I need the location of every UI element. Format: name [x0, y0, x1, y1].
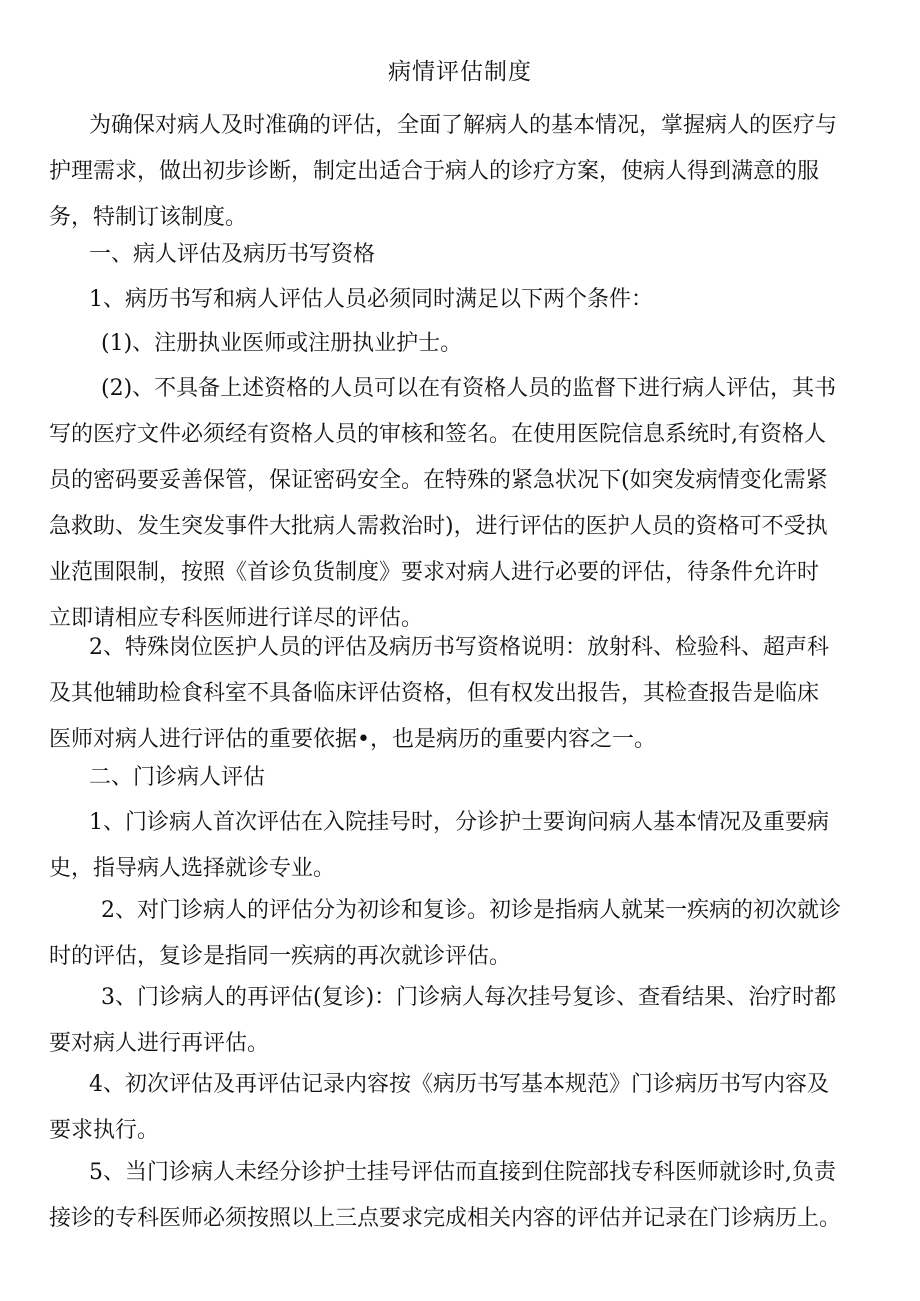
text-line: 4、初次评估及再评估记录内容按《病历书写基本规范》门诊病历书写内容及 [89, 1072, 829, 1097]
paragraph-2-2 [49, 888, 879, 980]
paragraph-2-1 [49, 800, 879, 892]
text-line: 要求执行。 [49, 1118, 160, 1143]
section-heading-2 [49, 755, 879, 801]
paragraph-2-3 [49, 975, 879, 1067]
text-line: 史，指导病人选择就诊专业。 [49, 856, 336, 881]
text-line: 医师对病人进行评估的重要依据•，也是病历的重要内容之一。 [49, 727, 656, 752]
text-line: 写的医疗文件必须经有资格人员的审核和签名。在使用医院信息系统时,有资格人 [49, 422, 826, 447]
text-line: 一、病人评估及病历书写资格 [89, 242, 376, 267]
text-line: (1)、注册执业医师或注册执业护士。 [101, 331, 463, 356]
text-line: 急救助、发生突发事件大批病人需救治时)，进行评估的医护人员的资格可不受执 [49, 514, 828, 539]
text-line: 业范围限制，按照《首诊负货制度》要求对病人进行必要的评估，待条件允许时 [49, 560, 820, 585]
text-line: 接诊的专科医师必须按照以上三点要求完成相关内容的评估并记录在门诊病历上。 [49, 1206, 842, 1231]
text-line: 护理需求，做出初步诊断，制定出适合于病人的诊疗方案，使病人得到满意的服 [49, 159, 820, 184]
text-line: 立即请相应专科医师进行详尽的评估。 [49, 606, 424, 631]
paragraph-2-4 [49, 1062, 879, 1154]
text-line: 2、对门诊病人的评估分为初诊和复诊。初诊是指病人就某一疾病的初次就诊 [101, 898, 841, 923]
text-line: 1、病历书写和病人评估人员必须同时满足以下两个条件： [89, 287, 653, 312]
document-title: 病情评估制度 [388, 59, 532, 85]
section-heading-1 [49, 232, 879, 278]
text-line: 员的密码要妥善保管，保证密码安全。在特殊的紧急状况下(如突发病情变化需紧 [49, 468, 828, 493]
paragraph-1-2 [49, 625, 879, 763]
paragraph-item-1 [49, 321, 879, 367]
text-line: 为确保对病人及时准确的评估，全面了解病人的基本情况，掌握病人的医疗与 [89, 113, 838, 138]
text-line: 要对病人进行再评估。 [49, 1031, 270, 1056]
text-line: 及其他辅助检食科室不具备临床评估资格，但有权发出报告，其检查报告是临床 [49, 681, 820, 706]
paragraph-item-2 [49, 366, 879, 642]
text-line: 二、门诊病人评估 [89, 765, 266, 790]
text-line: 务，特制订该制度。 [49, 205, 248, 230]
paragraph-1-1 [49, 277, 879, 323]
text-line: 2、特殊岗位医护人员的评估及病历书写资格说明：放射科、检验科、超声科 [89, 635, 829, 660]
text-line: 5、当门诊病人未经分诊护士挂号评估而直接到住院部找专科医师就诊时,负责 [89, 1160, 836, 1185]
paragraph-intro [49, 103, 879, 241]
text-line: 1、门诊病人首次评估在入院挂号时，分诊护士要询问病人基本情况及重要病 [89, 810, 829, 835]
text-line: 3、门诊病人的再评估(复诊)：门诊病人每次挂号复诊、查看结果、治疗时都 [101, 985, 837, 1010]
text-line: (2)、不具备上述资格的人员可以在有资格人员的监督下进行病人评估，其书 [101, 376, 837, 401]
paragraph-2-5 [49, 1150, 879, 1242]
text-line: 时的评估，复诊是指同一疾病的再次就诊评估。 [49, 944, 512, 969]
